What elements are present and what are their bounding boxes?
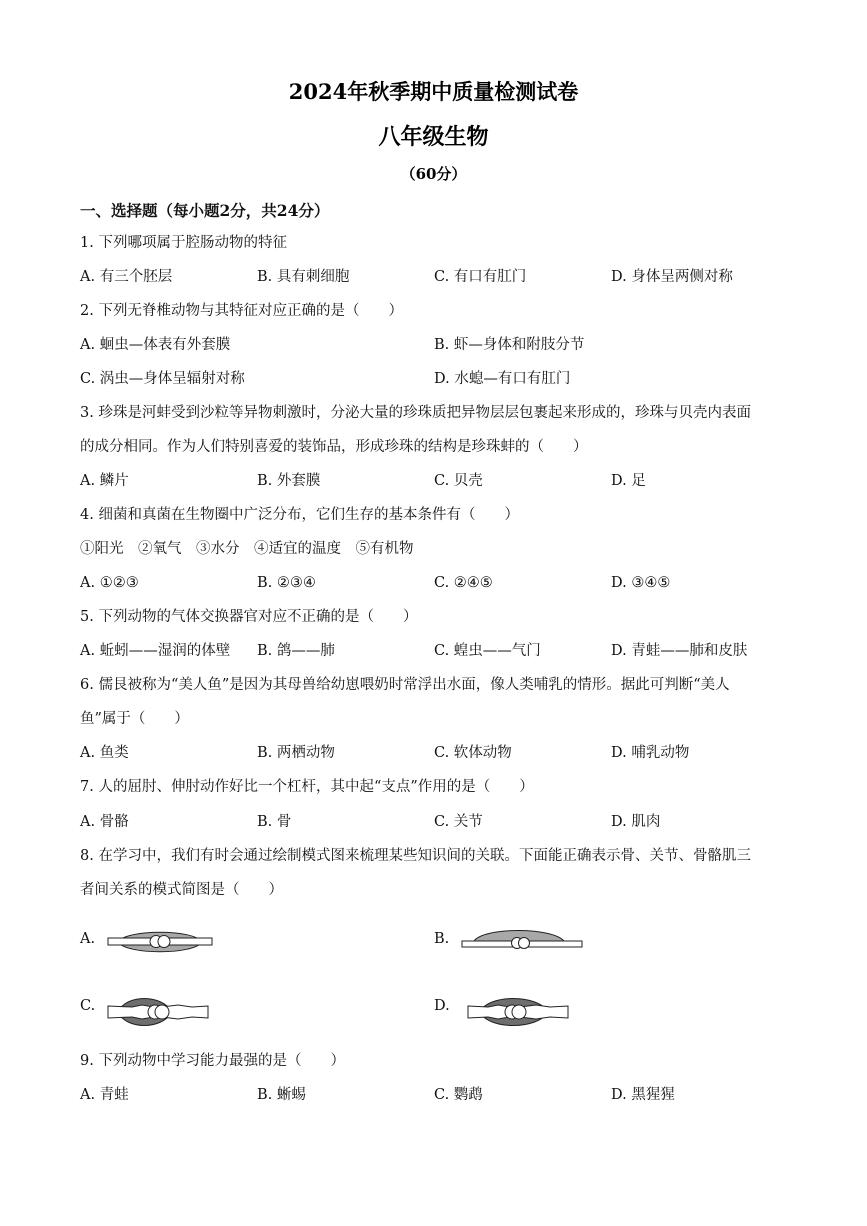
question-3-stem-line1: 3. 珍珠是河蚌受到沙粒等异物刺激时，分泌大量的珍珠质把异物层层包裹起来形成的，珍珠与贝壳内表面 [80,405,751,421]
question-2-options-row1 [80,335,800,355]
question-9-option-c[interactable]: C. 鹦鹉 [434,1087,483,1103]
question-6-option-a[interactable]: A. 鱼类 [80,745,129,761]
question-6-stem-line2: 鱼”属于（ ） [80,711,189,727]
question-7-option-c[interactable]: C. 关节 [434,814,483,830]
question-7-option-b[interactable]: B. 骨 [257,814,292,830]
bone-joint-muscle-diagram-a [106,927,216,957]
option-d-label: D. [434,998,450,1014]
question-2-option-c[interactable]: C. 涡虫—身体呈辐射对称 [80,371,245,387]
question-1-option-c[interactable]: C. 有口有肛门 [434,269,527,285]
question-9-option-d[interactable]: D. 黑猩猩 [611,1087,675,1103]
question-5-option-b[interactable]: B. 鸽——肺 [257,643,335,659]
question-6-option-d[interactable]: D. 哺乳动物 [611,745,690,761]
bone-joint-muscle-diagram-d [464,994,579,1030]
bone-joint-muscle-diagram-b [460,925,585,955]
question-7-options [80,812,800,832]
question-1-options [80,267,800,287]
question-1-option-d[interactable]: D. 身体呈两侧对称 [611,269,733,285]
question-5-option-c[interactable]: C. 蝗虫——气门 [434,643,541,659]
question-4-stem: 4. 细菌和真菌在生物圈中广泛分布，它们生存的基本条件有（ ） [80,507,519,523]
question-9-stem: 9. 下列动物中学习能力最强的是（ ） [80,1053,345,1069]
question-3-option-b[interactable]: B. 外套膜 [257,473,321,489]
question-1-option-b[interactable]: B. 具有刺细胞 [257,269,350,285]
question-1-stem: 1. 下列哪项属于腔肠动物的特征 [80,235,287,251]
question-3-option-c[interactable]: C. 贝壳 [434,473,483,489]
question-7-option-d[interactable]: D. 肌肉 [611,814,661,830]
question-6-option-b[interactable]: B. 两栖动物 [257,745,335,761]
question-5-options [80,641,800,661]
exam-subject: 八年级生物 [378,124,489,150]
option-c-label: C. [80,998,96,1014]
question-7-stem: 7. 人的屈肘、伸肘动作好比一个杠杆，其中起“支点”作用的是（ ） [80,779,534,795]
question-2-stem: 2. 下列无脊椎动物与其特征对应正确的是（ ） [80,303,403,319]
exam-title: 2024年秋季期中质量检测试卷 [288,79,579,104]
question-4-option-a[interactable]: A. ①②③ [80,575,139,591]
bone-joint-muscle-diagram-c [102,994,217,1030]
question-2-options-row2 [80,369,800,389]
question-3-stem-line2: 的成分相同。作为人们特别喜爱的装饰品，形成珍珠的结构是珍珠蚌的（ ） [80,439,588,455]
question-7-option-a[interactable]: A. 骨骼 [80,814,129,830]
question-9-options [80,1085,800,1105]
question-5-stem: 5. 下列动物的气体交换器官对应不正确的是（ ） [80,609,418,625]
question-6-stem-line1: 6. 儒艮被称为“美人鱼”是因为其母兽给幼崽喂奶时常浮出水面，像人类哺乳的情形。据此可判断“美人 [80,677,730,693]
question-4-option-c[interactable]: C. ②④⑤ [434,575,493,591]
question-8-stem-line1: 8. 在学习中，我们有时会通过绘制模式图来梳理某些知识间的关联。下面能正确表示骨、关节、骨骼肌三 [80,848,751,864]
exam-score: （60分） [400,165,467,183]
question-1-option-a[interactable]: A. 有三个胚层 [80,269,173,285]
question-6-options [80,743,800,763]
question-8-option-c[interactable] [80,998,220,1038]
question-8-option-a[interactable] [80,931,220,971]
question-3-option-d[interactable]: D. 足 [611,473,646,489]
question-2-option-b[interactable]: B. 虾—身体和附肢分节 [434,337,585,353]
question-2-option-d[interactable]: D. 水螅—有口有肛门 [434,371,571,387]
option-a-label: A. [80,931,96,947]
question-9-option-a[interactable]: A. 青蛙 [80,1087,129,1103]
question-4-conditions: ①阳光 ②氧气 ③水分 ④适宜的温度 ⑤有机物 [80,541,414,557]
section-heading: 一、选择题（每小题2分，共24分） [80,201,330,220]
question-5-option-a[interactable]: A. 蚯蚓——湿润的体壁 [80,643,231,659]
question-4-option-d[interactable]: D. ③④⑤ [611,575,671,591]
question-4-option-b[interactable]: B. ②③④ [257,575,316,591]
question-3-options [80,471,800,491]
question-5-option-d[interactable]: D. 青蛙——肺和皮肤 [611,643,748,659]
question-8-option-b[interactable] [434,931,594,971]
question-4-options [80,573,800,593]
question-6-option-c[interactable]: C. 软体动物 [434,745,512,761]
question-2-option-a[interactable]: A. 蛔虫—体表有外套膜 [80,337,231,353]
question-9-option-b[interactable]: B. 蜥蜴 [257,1087,306,1103]
option-b-label: B. [434,931,450,947]
question-8-option-d[interactable] [434,998,594,1038]
question-3-option-a[interactable]: A. 鳞片 [80,473,129,489]
question-8-stem-line2: 者间关系的模式简图是（ ） [80,882,283,898]
